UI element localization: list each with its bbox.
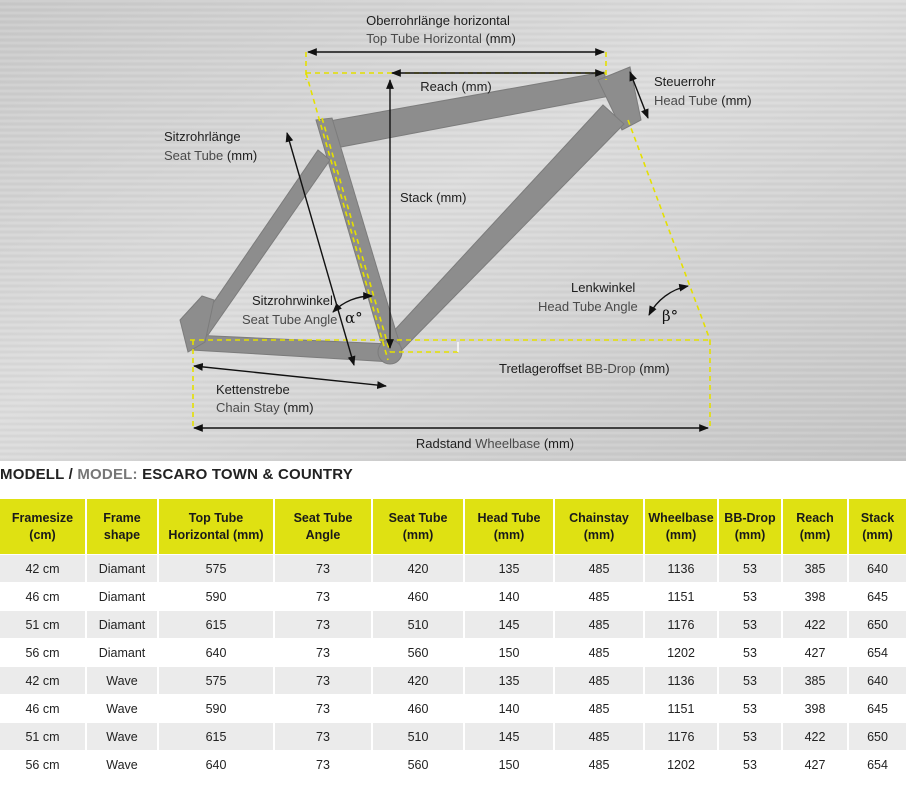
table-cell: Wave xyxy=(86,723,158,751)
table-cell: 53 xyxy=(718,751,782,779)
table-row xyxy=(0,555,906,583)
column-header-line: (mm) xyxy=(862,527,893,542)
table-cell: 427 xyxy=(782,639,848,667)
table-cell: 1136 xyxy=(644,555,718,583)
table-cell: 53 xyxy=(718,723,782,751)
table-row xyxy=(0,667,906,695)
column-header-line: Stack xyxy=(860,510,895,525)
reach-label: Reach (mm) xyxy=(420,79,492,94)
table-cell: Wave xyxy=(86,695,158,723)
table-cell: 485 xyxy=(554,723,644,751)
table-cell: 53 xyxy=(718,583,782,611)
table-cell: 135 xyxy=(464,555,554,583)
column-header xyxy=(372,499,464,555)
table-cell: 1176 xyxy=(644,611,718,639)
table-cell: 398 xyxy=(782,695,848,723)
seat-angle-label-en: Seat Tube Angle xyxy=(242,312,338,327)
table-row xyxy=(0,611,906,639)
table-cell: 385 xyxy=(782,667,848,695)
table-cell: 485 xyxy=(554,751,644,779)
table-cell: 53 xyxy=(718,695,782,723)
table-cell: 51 cm xyxy=(0,723,86,751)
column-header-line: Horizontal (mm) xyxy=(168,527,264,542)
table-cell: 645 xyxy=(848,695,906,723)
head-tube-label-en: Head Tube (mm) xyxy=(654,93,752,108)
table-cell: 73 xyxy=(274,751,372,779)
geometry-table xyxy=(0,499,906,778)
table-cell: 420 xyxy=(372,555,464,583)
table-cell: 615 xyxy=(158,723,274,751)
table-cell: 640 xyxy=(158,751,274,779)
column-header-line: Chainstay xyxy=(569,510,629,525)
table-cell: 73 xyxy=(274,667,372,695)
table-cell: 73 xyxy=(274,639,372,667)
column-header-line: Top Tube xyxy=(188,510,244,525)
column-header xyxy=(718,499,782,555)
table-cell: 560 xyxy=(372,639,464,667)
wheelbase-label: Radstand Wheelbase (mm) xyxy=(415,436,575,451)
table-cell: 460 xyxy=(372,583,464,611)
head-angle-label-en: Head Tube Angle xyxy=(538,299,638,314)
table-cell: Wave xyxy=(86,667,158,695)
table-cell: 1202 xyxy=(644,751,718,779)
table-cell: 150 xyxy=(464,751,554,779)
table-row xyxy=(0,723,906,751)
table-cell: 56 cm xyxy=(0,751,86,779)
table-cell: 575 xyxy=(158,667,274,695)
table-cell: 140 xyxy=(464,695,554,723)
column-header-line: (mm) xyxy=(583,527,615,542)
seat-tube-label-en: Seat Tube (mm) xyxy=(164,148,258,163)
table-cell: 1136 xyxy=(644,667,718,695)
table-cell: 42 cm xyxy=(0,667,86,695)
table-cell: 575 xyxy=(158,555,274,583)
table-cell: 150 xyxy=(464,639,554,667)
alpha-symbol: α° xyxy=(345,309,363,327)
table-cell: 590 xyxy=(158,583,274,611)
table-cell: 485 xyxy=(554,611,644,639)
table-cell: 1202 xyxy=(644,639,718,667)
table-cell: 51 cm xyxy=(0,611,86,639)
table-cell: 73 xyxy=(274,611,372,639)
stack-label: Stack (mm) xyxy=(400,190,467,205)
table-cell: 140 xyxy=(464,583,554,611)
table-cell: 1151 xyxy=(644,695,718,723)
column-header xyxy=(274,499,372,555)
table-cell: 46 cm xyxy=(0,695,86,723)
table-cell: 590 xyxy=(158,695,274,723)
column-header-line: (mm) xyxy=(734,527,766,542)
table-cell: 145 xyxy=(464,611,554,639)
table-cell: Diamant xyxy=(86,639,158,667)
seat-tube-label-de: Sitzrohrlänge xyxy=(164,129,241,144)
table-cell: 398 xyxy=(782,583,848,611)
column-header-line: BB-Drop xyxy=(724,510,776,525)
table-cell: 485 xyxy=(554,695,644,723)
model-prefix-en: MODEL: xyxy=(77,466,138,483)
table-cell: 485 xyxy=(554,639,644,667)
column-header-line: (mm) xyxy=(799,527,831,542)
table-cell: Diamant xyxy=(86,583,158,611)
head-tube-label-de: Steuerrohr xyxy=(654,74,716,89)
column-header-line: Wheelbase xyxy=(648,510,714,525)
table-cell: 645 xyxy=(848,583,906,611)
column-header-line: Head Tube xyxy=(477,510,541,525)
table-cell: 650 xyxy=(848,723,906,751)
model-name: ESCARO TOWN & COUNTRY xyxy=(137,466,353,483)
table-cell: 53 xyxy=(718,667,782,695)
table-cell: 640 xyxy=(158,639,274,667)
column-header xyxy=(0,499,86,555)
table-cell: 422 xyxy=(782,611,848,639)
column-header xyxy=(86,499,158,555)
table-row xyxy=(0,695,906,723)
top-tube-label-en: Top Tube Horizontal (mm) xyxy=(366,31,516,46)
table-cell: 42 cm xyxy=(0,555,86,583)
column-header xyxy=(782,499,848,555)
column-header xyxy=(554,499,644,555)
table-cell: 56 cm xyxy=(0,639,86,667)
table-cell: 1151 xyxy=(644,583,718,611)
table-cell: 510 xyxy=(372,611,464,639)
column-header-line: Frame xyxy=(103,510,141,525)
table-cell: 73 xyxy=(274,695,372,723)
table-cell: 427 xyxy=(782,751,848,779)
table-body xyxy=(0,555,906,779)
table-cell: Diamant xyxy=(86,555,158,583)
table-cell: 640 xyxy=(848,555,906,583)
column-header-line: (mm) xyxy=(493,527,525,542)
table-cell: 485 xyxy=(554,555,644,583)
seat-angle-label-de: Sitzrohrwinkel xyxy=(252,293,333,308)
column-header-line: Angle xyxy=(305,527,341,542)
table-cell: 145 xyxy=(464,723,554,751)
table-cell: 53 xyxy=(718,639,782,667)
table-cell: 460 xyxy=(372,695,464,723)
column-header xyxy=(848,499,906,555)
column-header-line: Seat Tube xyxy=(293,510,353,525)
column-header-line: shape xyxy=(103,527,141,542)
column-header-line: (mm) xyxy=(402,527,434,542)
table-cell: 385 xyxy=(782,555,848,583)
table-cell: 640 xyxy=(848,667,906,695)
table-cell: 135 xyxy=(464,667,554,695)
column-header-line: (mm) xyxy=(665,527,697,542)
table-cell: 422 xyxy=(782,723,848,751)
column-header xyxy=(644,499,718,555)
chain-stay-label-de: Kettenstrebe xyxy=(216,382,290,397)
table-cell: 46 cm xyxy=(0,583,86,611)
table-cell: 73 xyxy=(274,555,372,583)
table-cell: 73 xyxy=(274,583,372,611)
table-cell: 53 xyxy=(718,555,782,583)
model-prefix: MODELL / xyxy=(0,466,78,483)
chain-stay-label-en: Chain Stay (mm) xyxy=(216,400,314,415)
table-cell: Wave xyxy=(86,751,158,779)
table-row xyxy=(0,639,906,667)
beta-symbol: β° xyxy=(662,307,679,325)
table-header xyxy=(0,499,906,555)
column-header xyxy=(158,499,274,555)
table-cell: 560 xyxy=(372,751,464,779)
column-header xyxy=(464,499,554,555)
table-cell: Diamant xyxy=(86,611,158,639)
table-row xyxy=(0,583,906,611)
table-cell: 53 xyxy=(718,611,782,639)
table-cell: 420 xyxy=(372,667,464,695)
table-cell: 654 xyxy=(848,751,906,779)
column-header-line: (cm) xyxy=(29,527,56,542)
table-cell: 510 xyxy=(372,723,464,751)
bb-drop-label: Tretlageroffset BB-Drop (mm) xyxy=(499,361,670,376)
table-cell: 485 xyxy=(554,667,644,695)
column-header-line: Reach xyxy=(796,510,834,525)
table-cell: 485 xyxy=(554,583,644,611)
column-header-line: Framesize xyxy=(11,510,74,525)
model-title xyxy=(0,466,353,483)
table-cell: 615 xyxy=(158,611,274,639)
table-cell: 1176 xyxy=(644,723,718,751)
table-cell: 654 xyxy=(848,639,906,667)
top-tube-label-de: Oberrohrlänge horizontal xyxy=(366,13,510,28)
column-header-line: Seat Tube xyxy=(388,510,448,525)
head-angle-label-de: Lenkwinkel xyxy=(571,280,636,295)
table-cell: 73 xyxy=(274,723,372,751)
table-cell: 650 xyxy=(848,611,906,639)
table-row xyxy=(0,751,906,779)
